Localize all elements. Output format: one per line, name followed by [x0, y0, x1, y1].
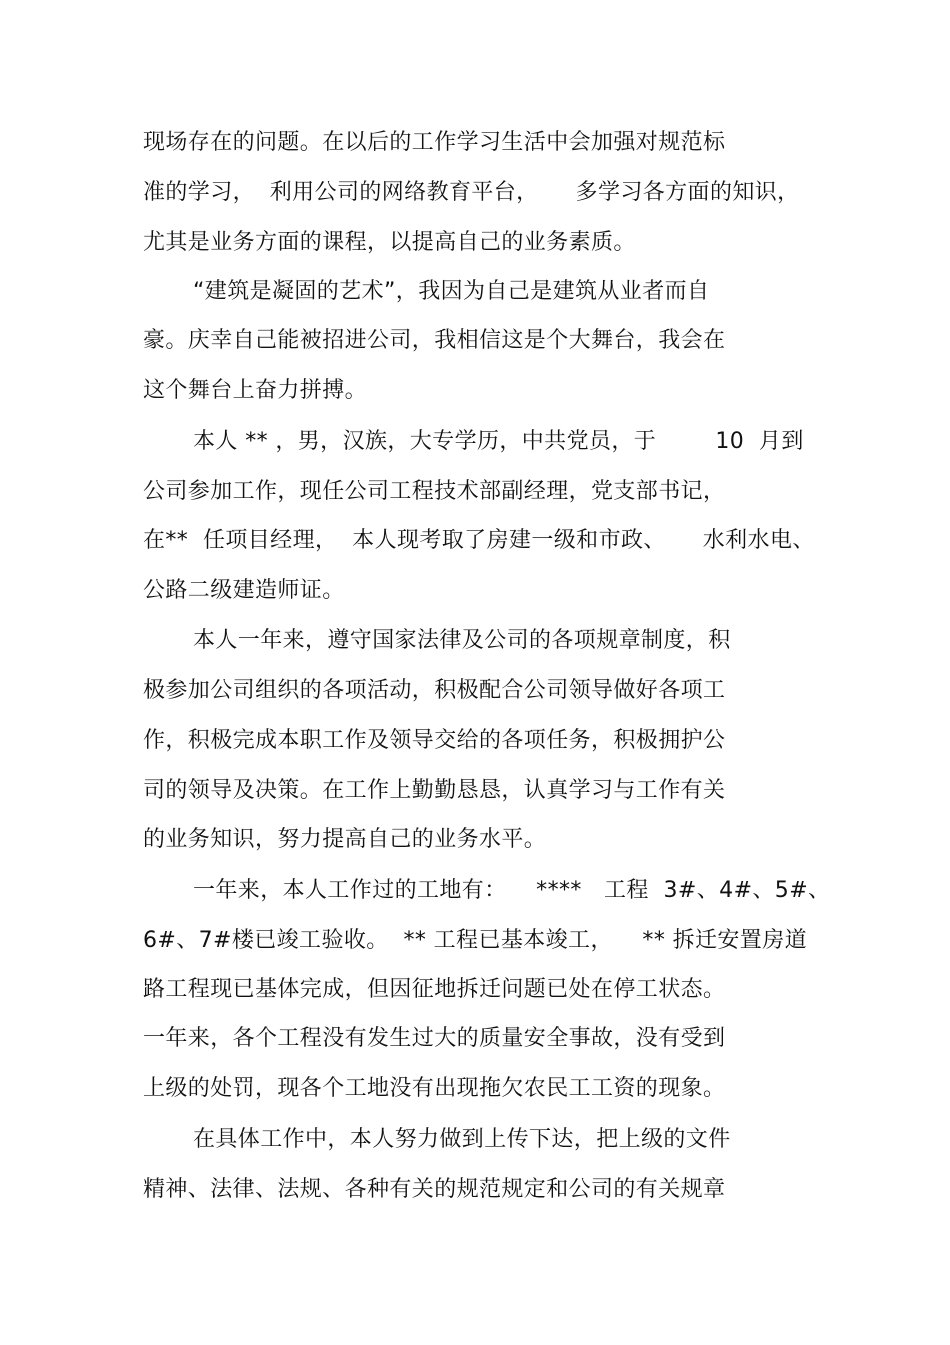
text-line: 这个舞台上奋力拼搏。 [143, 378, 368, 403]
paragraph-start-line: 本人 ** ，男，汉族，大专学历，中共党员，于 10 月到 [193, 429, 804, 454]
text-line: 路工程现已基体完成，但因征地拆迁问题已处在停工状态。 [143, 977, 726, 1002]
text-line: 一年来，各个工程没有发生过大的质量安全事故，没有受到 [143, 1026, 726, 1051]
text-line: 上级的处罚，现各个工地没有出现拖欠农民工工资的现象。 [143, 1076, 726, 1101]
paragraph-start-line: “建筑是凝固的艺术”，我因为自己是建筑从业者而自 [193, 279, 710, 304]
text-line: 精神、法律、法规、各种有关的规范规定和公司的有关规章 [143, 1177, 726, 1202]
text-line: 尤其是业务方面的课程，以提高自己的业务素质。 [143, 230, 636, 255]
paragraph-start-line: 一年来，本人工作过的工地有： **** 工程 3#、4#、5#、 [193, 878, 831, 903]
paragraph-start-line: 本人一年来，遵守国家法律及公司的各项规章制度，积 [193, 628, 731, 653]
paragraph-start-line: 在具体工作中，本人努力做到上传下达，把上级的文件 [193, 1127, 731, 1152]
text-line: 极参加公司组织的各项活动，积极配合公司领导做好各项工 [143, 678, 726, 703]
text-line: 的业务知识，努力提高自己的业务水平。 [143, 827, 547, 852]
text-line: 在** 任项目经理， 本人现考取了房建一级和市政、 水利水电、 [143, 528, 815, 553]
text-line: 豪。庆幸自己能被招进公司，我相信这是个大舞台，我会在 [143, 328, 726, 353]
text-line: 作，积极完成本职工作及领导交给的各项任务，积极拥护公 [143, 728, 726, 753]
text-line: 6#、7#楼已竣工验收。 ** 工程已基本竣工， ** 拆迁安置房道 [143, 928, 808, 953]
text-line: 司的领导及决策。在工作上勤勤恳恳，认真学习与工作有关 [143, 778, 726, 803]
text-line: 现场存在的问题。在以后的工作学习生活中会加强对规范标 [143, 130, 726, 155]
text-line: 公司参加工作，现任公司工程技术部副经理，党支部书记， [143, 479, 726, 504]
text-line: 准的学习， 利用公司的网络教育平台， 多学习各方面的知识， [143, 180, 800, 205]
text-line: 公路二级建造师证。 [143, 578, 345, 603]
